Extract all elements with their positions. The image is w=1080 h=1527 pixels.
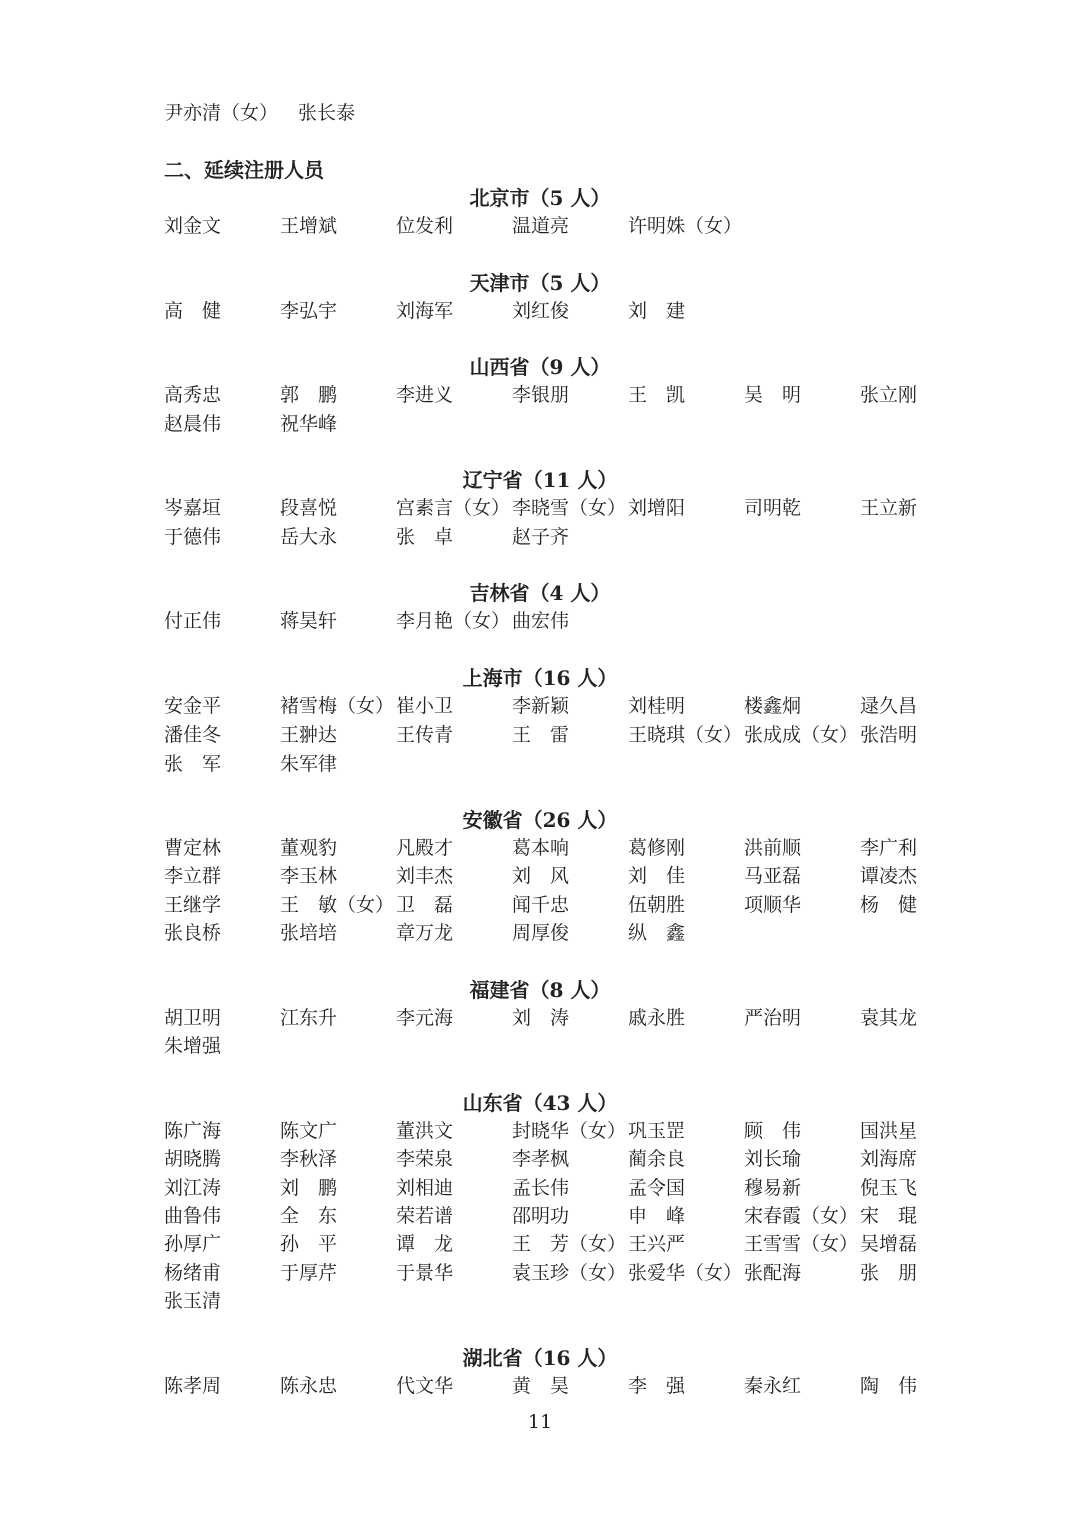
- name-entry: 张立刚: [860, 384, 918, 406]
- name-entry: 岳大永: [280, 526, 338, 548]
- name-entry: 杨 健: [860, 894, 918, 916]
- name-entry: 袁玉珍（女）: [512, 1262, 627, 1284]
- name-entry: 杨绪甫: [164, 1262, 222, 1284]
- name-entry: 司明乾: [744, 497, 802, 519]
- province-title: 安徽省（26 人）: [462, 808, 618, 832]
- name-row: [164, 607, 964, 635]
- name-entry: 刘 涛: [512, 1007, 570, 1029]
- name-entry: 洪前顺: [744, 837, 802, 859]
- name-entry: 李荣泉: [396, 1148, 454, 1170]
- name-entry: 逯久昌: [860, 695, 918, 717]
- name-entry: 江东升: [280, 1007, 338, 1029]
- name-entry: 蔺余良: [628, 1148, 686, 1170]
- name-row: [164, 1032, 964, 1060]
- name-entry: 闻千忠: [512, 894, 570, 916]
- name-entry: 楼鑫炯: [744, 695, 802, 717]
- name-entry: 董洪文: [396, 1120, 454, 1142]
- name-entry: 张长泰: [298, 102, 356, 124]
- name-row: [164, 1174, 964, 1202]
- name-entry: 温道亮: [512, 215, 570, 237]
- name-entry: 刘增阳: [628, 497, 686, 519]
- name-entry: 吴增磊: [860, 1233, 918, 1255]
- name-entry: 李玉林: [280, 865, 338, 887]
- province-title: 北京市（5 人）: [469, 186, 611, 210]
- name-entry: 陈文广: [280, 1120, 338, 1142]
- name-entry: 刘 鹏: [280, 1177, 338, 1199]
- name-entry: 孙 平: [280, 1233, 338, 1255]
- name-entry: 严治明: [744, 1007, 802, 1029]
- name-entry: 王雪雪（女）: [744, 1233, 859, 1255]
- name-entry: 位发利: [396, 215, 454, 237]
- name-entry: 刘金文: [164, 215, 222, 237]
- name-entry: 葛本响: [512, 837, 570, 859]
- name-row: [164, 1202, 964, 1230]
- name-entry: 全 东: [280, 1205, 338, 1227]
- name-row: [164, 721, 964, 749]
- name-entry: 袁其龙: [860, 1007, 918, 1029]
- name-row: [164, 1287, 964, 1315]
- name-entry: 褚雪梅（女）: [280, 695, 395, 717]
- name-entry: 付正伟: [164, 610, 222, 632]
- name-row: [164, 381, 964, 409]
- name-entry: 蒋昊轩: [280, 610, 338, 632]
- name-entry: 刘 风: [512, 865, 570, 887]
- name-entry: 章万龙: [396, 922, 454, 944]
- name-row: [164, 297, 964, 325]
- name-entry: 陈孝周: [164, 1375, 222, 1397]
- name-entry: 卫 磊: [396, 894, 454, 916]
- name-row: [164, 919, 964, 947]
- name-row: [164, 862, 964, 890]
- name-entry: 张 朋: [860, 1262, 918, 1284]
- name-entry: 封晓华（女）: [512, 1120, 627, 1142]
- name-entry: 董观豹: [280, 837, 338, 859]
- name-entry: 戚永胜: [628, 1007, 686, 1029]
- name-entry: 朱增强: [164, 1035, 222, 1057]
- name-entry: 张配海: [744, 1262, 802, 1284]
- name-entry: 张玉清: [164, 1290, 222, 1312]
- name-row: [164, 1145, 964, 1173]
- name-row: [164, 891, 964, 919]
- name-entry: 王增斌: [280, 215, 338, 237]
- name-entry: 陶 伟: [860, 1375, 918, 1397]
- name-entry: 宫素言（女）: [396, 497, 511, 519]
- name-entry: 邵明功: [512, 1205, 570, 1227]
- name-entry: 陈广海: [164, 1120, 222, 1142]
- name-entry: 于德伟: [164, 526, 222, 548]
- name-entry: 葛修刚: [628, 837, 686, 859]
- name-entry: 张成成（女）: [744, 724, 859, 746]
- name-entry: 李进义: [396, 384, 454, 406]
- name-entry: 穆易新: [744, 1177, 802, 1199]
- name-entry: 国洪星: [860, 1120, 918, 1142]
- name-entry: 刘相迪: [396, 1177, 454, 1199]
- name-entry: 孟令国: [628, 1177, 686, 1199]
- name-entry: 王继学: [164, 894, 222, 916]
- name-entry: 许明姝（女）: [628, 215, 743, 237]
- name-row: [164, 1259, 964, 1287]
- name-entry: 刘红俊: [512, 300, 570, 322]
- name-entry: 刘海席: [860, 1148, 918, 1170]
- province-title: 福建省（8 人）: [469, 978, 611, 1002]
- name-entry: 刘 佳: [628, 865, 686, 887]
- name-entry: 秦永红: [744, 1375, 802, 1397]
- name-entry: 朱军律: [280, 753, 338, 775]
- name-entry: 于厚芹: [280, 1262, 338, 1284]
- name-entry: 张浩明: [860, 724, 918, 746]
- name-row: [164, 692, 964, 720]
- name-entry: 李元海: [396, 1007, 454, 1029]
- name-row: [164, 1117, 964, 1145]
- name-entry: 王 敏（女）: [280, 894, 395, 916]
- section-title: 二、延续注册人员: [164, 158, 324, 182]
- name-entry: 巩玉罡: [628, 1120, 686, 1142]
- name-entry: 高 健: [164, 300, 222, 322]
- name-entry: 申 峰: [628, 1205, 686, 1227]
- name-entry: 纵 鑫: [628, 922, 686, 944]
- name-row: [164, 834, 964, 862]
- name-entry: 刘江涛: [164, 1177, 222, 1199]
- name-row: [164, 1230, 964, 1258]
- name-entry: 胡晓腾: [164, 1148, 222, 1170]
- name-entry: 李 强: [628, 1375, 686, 1397]
- name-entry: 王 凯: [628, 384, 686, 406]
- name-entry: 陈永忠: [280, 1375, 338, 1397]
- name-entry: 曲宏伟: [512, 610, 570, 632]
- name-entry: 刘 建: [628, 300, 686, 322]
- name-entry: 顾 伟: [744, 1120, 802, 1142]
- name-entry: 刘丰杰: [396, 865, 454, 887]
- name-entry: 于景华: [396, 1262, 454, 1284]
- province-title: 天津市（5 人）: [469, 271, 611, 295]
- name-row: [164, 750, 964, 778]
- name-entry: 刘海军: [396, 300, 454, 322]
- name-entry: 倪玉飞: [860, 1177, 918, 1199]
- name-entry: 谭 龙: [396, 1233, 454, 1255]
- name-entry: 祝华峰: [280, 413, 338, 435]
- name-entry: 孟长伟: [512, 1177, 570, 1199]
- name-entry: 王立新: [860, 497, 918, 519]
- page-number: 11: [527, 1411, 553, 1433]
- name-entry: 张爱华（女）: [628, 1262, 743, 1284]
- name-entry: 曲鲁伟: [164, 1205, 222, 1227]
- name-entry: 宋 琨: [860, 1205, 918, 1227]
- name-entry: 岑嘉垣: [164, 497, 222, 519]
- name-entry: 刘长瑜: [744, 1148, 802, 1170]
- province-title: 山东省（43 人）: [462, 1091, 618, 1115]
- name-entry: 胡卫明: [164, 1007, 222, 1029]
- name-entry: 张 军: [164, 753, 222, 775]
- name-entry: 刘桂明: [628, 695, 686, 717]
- province-title: 辽宁省（11 人）: [462, 468, 618, 492]
- name-entry: 李广利: [860, 837, 918, 859]
- name-entry: 李银朋: [512, 384, 570, 406]
- name-entry: 赵子齐: [512, 526, 570, 548]
- name-entry: 凡殿才: [396, 837, 454, 859]
- name-entry: 李晓雪（女）: [512, 497, 627, 519]
- province-title: 山西省（9 人）: [469, 355, 611, 379]
- name-entry: 潘佳冬: [164, 724, 222, 746]
- name-entry: 孙厚广: [164, 1233, 222, 1255]
- name-row: [164, 494, 964, 522]
- name-entry: 崔小卫: [396, 695, 454, 717]
- name-entry: 王 芳（女）: [512, 1233, 627, 1255]
- name-row: [164, 410, 964, 438]
- name-entry: 张 卓: [396, 526, 454, 548]
- name-entry: 吴 明: [744, 384, 802, 406]
- name-entry: 高秀忠: [164, 384, 222, 406]
- name-entry: 李新颖: [512, 695, 570, 717]
- intro-line: [164, 99, 355, 127]
- name-entry: 王 雷: [512, 724, 570, 746]
- name-entry: 曹定林: [164, 837, 222, 859]
- province-title: 上海市（16 人）: [462, 666, 618, 690]
- province-title: 吉林省（4 人）: [469, 581, 611, 605]
- name-entry: 赵晨伟: [164, 413, 222, 435]
- name-entry: 李月艳（女）: [396, 610, 511, 632]
- name-row: [164, 523, 964, 551]
- name-row: [164, 212, 964, 240]
- name-entry: 王翀达: [280, 724, 338, 746]
- name-entry: 张良桥: [164, 922, 222, 944]
- name-entry: 王兴严: [628, 1233, 686, 1255]
- name-entry: 代文华: [396, 1375, 454, 1397]
- name-entry: 黄 昊: [512, 1375, 570, 1397]
- name-entry: 周厚俊: [512, 922, 570, 944]
- name-entry: 谭凌杰: [860, 865, 918, 887]
- name-entry: 马亚磊: [744, 865, 802, 887]
- name-entry: 王传青: [396, 724, 454, 746]
- name-entry: 尹亦清（女）: [164, 102, 279, 124]
- name-entry: 荣若谱: [396, 1205, 454, 1227]
- name-row: [164, 1372, 964, 1400]
- name-row: [164, 1004, 964, 1032]
- province-title: 湖北省（16 人）: [462, 1346, 618, 1370]
- name-entry: 张培培: [280, 922, 338, 944]
- name-entry: 伍朝胜: [628, 894, 686, 916]
- name-entry: 郭 鹏: [280, 384, 338, 406]
- name-entry: 李弘宇: [280, 300, 338, 322]
- name-entry: 安金平: [164, 695, 222, 717]
- name-entry: 王晓琪（女）: [628, 724, 743, 746]
- name-entry: 李秋泽: [280, 1148, 338, 1170]
- name-entry: 李立群: [164, 865, 222, 887]
- name-entry: 段喜悦: [280, 497, 338, 519]
- name-entry: 李孝枫: [512, 1148, 570, 1170]
- name-entry: 项顺华: [744, 894, 802, 916]
- name-entry: 宋春霞（女）: [744, 1205, 859, 1227]
